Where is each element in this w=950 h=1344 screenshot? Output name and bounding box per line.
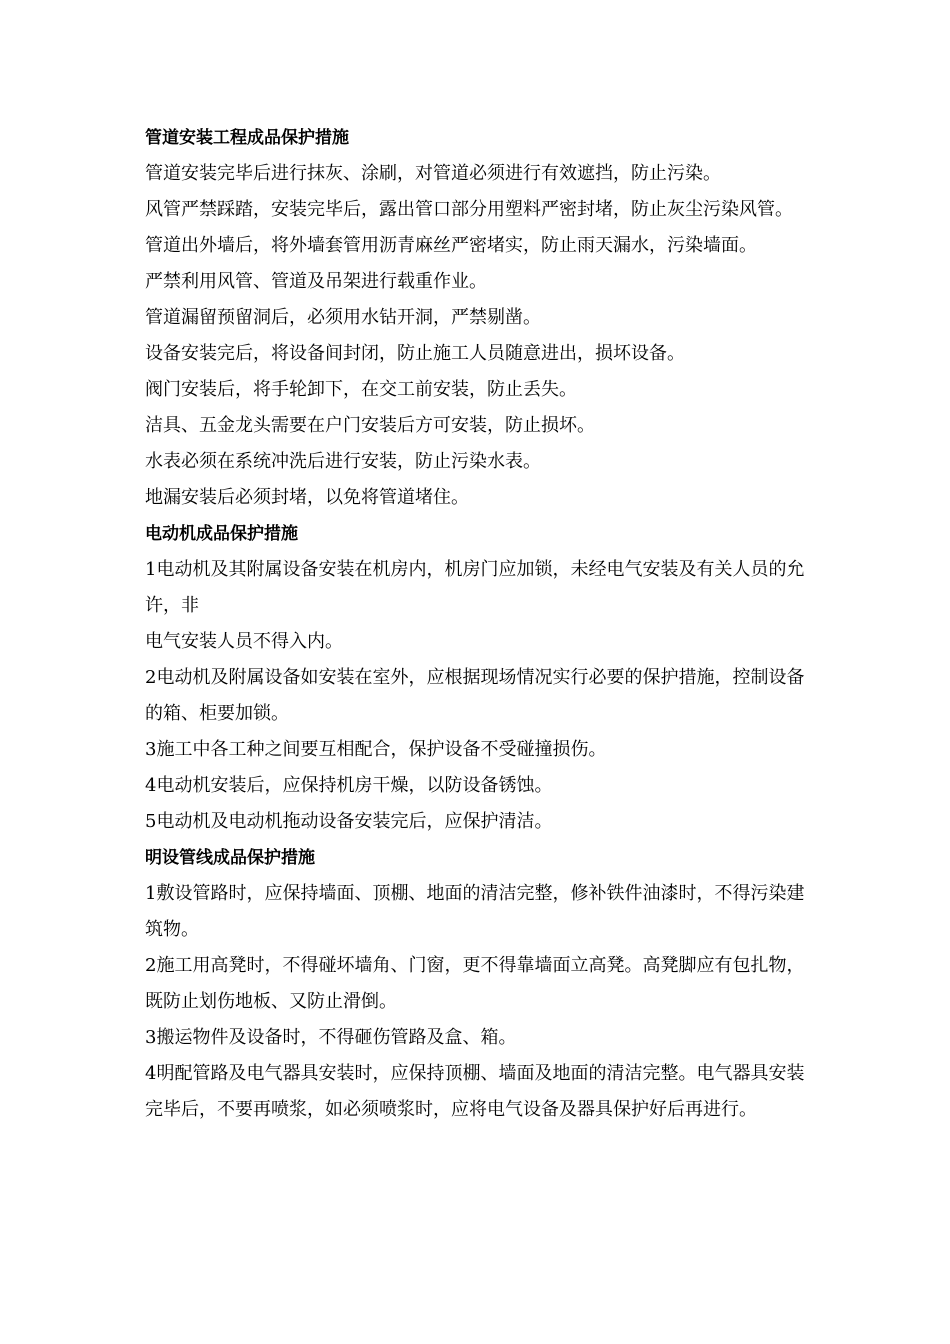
paragraph: 3搬运物件及设备时，不得砸伤管路及盒、箱。 xyxy=(145,1027,517,1048)
paragraph: 2施工用高凳时，不得碰坏墙角、门窗，更不得靠墙面立高凳。高凳脚应有包扎物，既防止划伤地板、又防止滑倒。 xyxy=(145,955,805,1012)
paragraph: 1敷设管路时，应保持墙面、顶棚、地面的清洁完整，修补铁件油漆时，不得污染建筑物。 xyxy=(145,883,805,940)
paragraph: 1电动机及其附属设备安装在机房内，机房门应加锁，未经电气安装及有关人员的允许，非 xyxy=(145,559,805,616)
paragraph: 水表必须在系统冲洗后进行安装，防止污染水表。 xyxy=(145,451,541,472)
paragraph: 阀门安装后，将手轮卸下，在交工前安装，防止丢失。 xyxy=(145,379,577,400)
paragraph: 地漏安装后必须封堵，以免将管道堵住。 xyxy=(145,487,469,508)
paragraph: 电气安装人员不得入内。 xyxy=(145,631,343,652)
section-exposed-conduit xyxy=(145,840,815,1128)
paragraph: 风管严禁踩踏，安装完毕后，露出管口部分用塑料严密封堵，防止灰尘污染风管。 xyxy=(145,199,793,220)
paragraph: 设备安装完后，将设备间封闭，防止施工人员随意进出，损坏设备。 xyxy=(145,343,685,364)
paragraph: 2电动机及附属设备如安装在室外，应根据现场情况实行必要的保护措施，控制设备的箱、柜要加锁。 xyxy=(145,667,805,724)
section-motor xyxy=(145,516,815,840)
paragraph: 管道漏留预留洞后，必须用水钻开洞，严禁剔凿。 xyxy=(145,307,541,328)
section-pipe-installation xyxy=(145,120,815,516)
section-heading: 明设管线成品保护措施 xyxy=(145,848,315,868)
paragraph: 4明配管路及电气器具安装时，应保持顶棚、墙面及地面的清洁完整。电气器具安装完毕后，不要再喷浆，如必须喷浆时，应将电气设备及器具保护好后再进行。 xyxy=(145,1063,805,1120)
document-page xyxy=(145,120,815,1128)
paragraph: 洁具、五金龙头需要在户门安装后方可安装，防止损坏。 xyxy=(145,415,595,436)
paragraph: 严禁利用风管、管道及吊架进行载重作业。 xyxy=(145,271,487,292)
paragraph: 管道安装完毕后进行抹灰、涂刷，对管道必须进行有效遮挡，防止污染。 xyxy=(145,163,721,184)
paragraph: 5电动机及电动机拖动设备安装完后，应保护清洁。 xyxy=(145,811,553,832)
section-heading: 管道安装工程成品保护措施 xyxy=(145,128,349,148)
paragraph: 4电动机安装后，应保持机房干燥，以防设备锈蚀。 xyxy=(145,775,553,796)
paragraph: 3施工中各工种之间要互相配合，保护设备不受碰撞损伤。 xyxy=(145,739,607,760)
section-heading: 电动机成品保护措施 xyxy=(145,524,298,544)
paragraph: 管道出外墙后，将外墙套管用沥青麻丝严密堵实，防止雨天漏水，污染墙面。 xyxy=(145,235,757,256)
